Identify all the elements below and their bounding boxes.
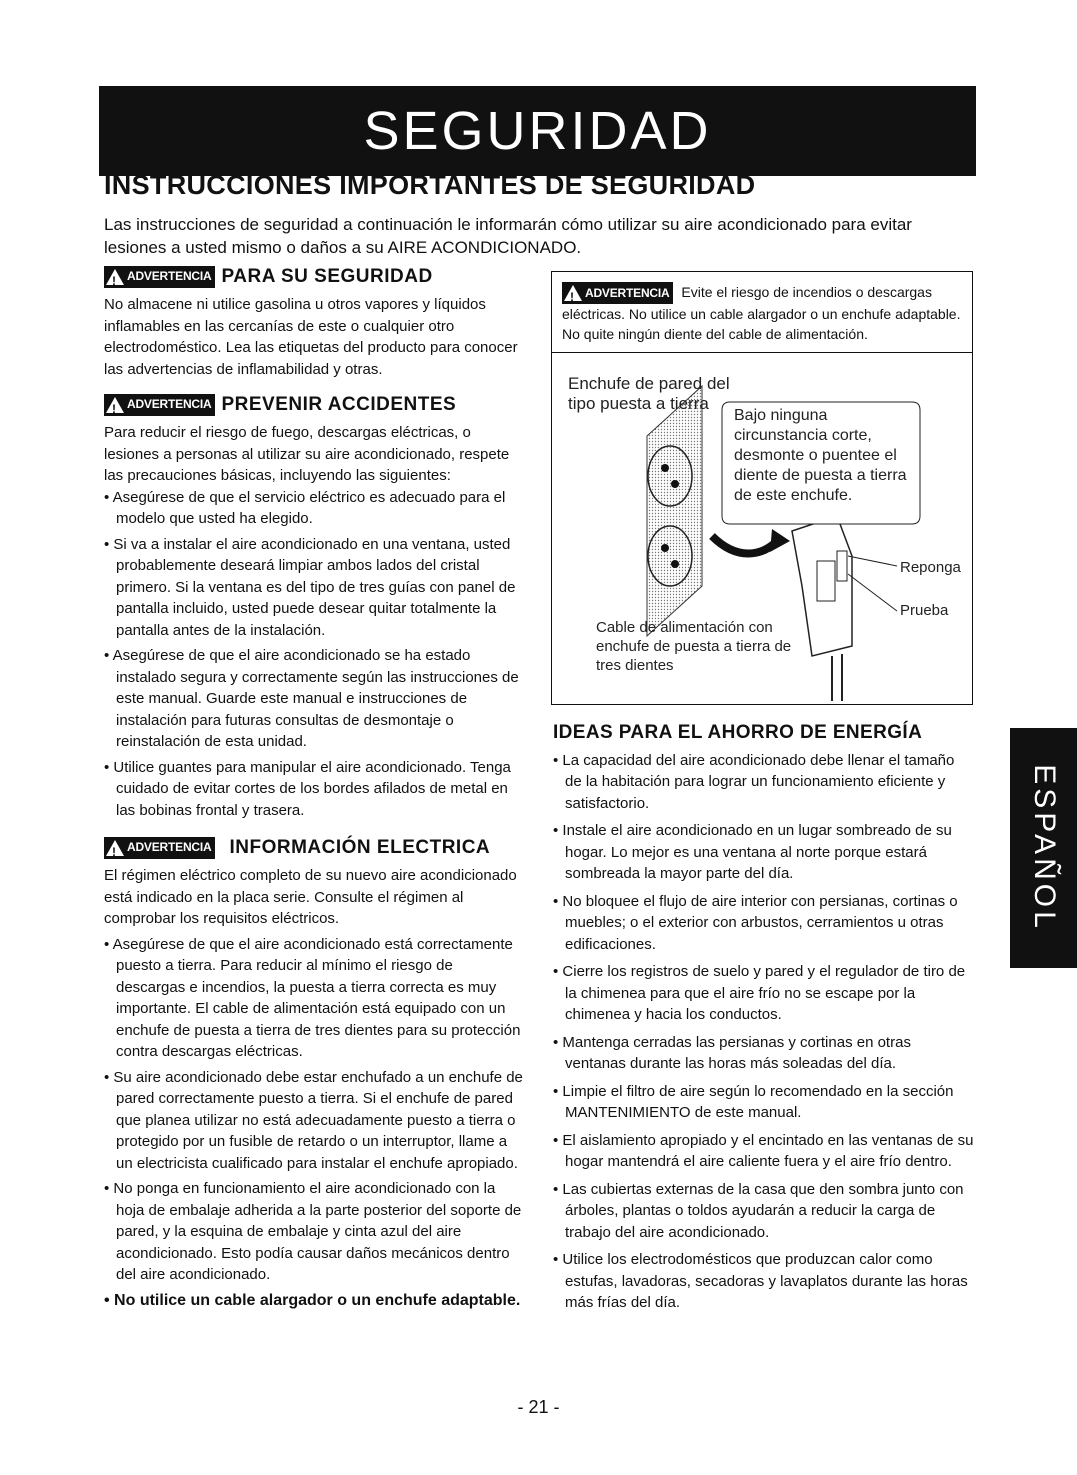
bullet-list bbox=[104, 934, 524, 1286]
section-text: Para reducir el riesgo de fuego, descargas eléctricas, o lesiones a personas al utilizar su aire acondicionado, respete las precauciones básicas, incluyendo las siguientes: bbox=[104, 424, 510, 484]
warning-triangle-icon bbox=[564, 285, 582, 301]
list-item: • Utilice los electrodomésticos que produzcan calor como estufas, lavadoras, secadoras y lavaplatos durante las horas más frías del día. bbox=[553, 1249, 975, 1314]
arrow-shape bbox=[712, 536, 777, 554]
section-header-seguridad bbox=[104, 266, 524, 288]
section-title: PARA SU SEGURIDAD bbox=[221, 266, 433, 288]
banner-title: SEGURIDAD bbox=[99, 86, 976, 176]
section-header-accidentes bbox=[104, 394, 524, 416]
warning-badge: ! ADVERTENCIA bbox=[104, 394, 215, 416]
list-item: • Asegúrese de que el servicio eléctrico es adecuado para el modelo que usted ha elegido. bbox=[104, 487, 524, 530]
list-item: • Cierre los registros de suelo y pared y el regulador de tiro de la chimenea para que el aire frío no se escape por la chimenea y hacia los conductos. bbox=[553, 961, 975, 1026]
cable-label: Cable de alimentación con enchufe de puesta a tierra de tres dientes bbox=[596, 619, 792, 674]
list-item: • El aislamiento apropiado y el encintado en las ventanas de su hogar mantendrá el aire caliente fuera y el aire frío dentro. bbox=[553, 1130, 975, 1173]
energy-section bbox=[553, 722, 975, 1320]
list-item: • Utilice guantes para manipular el aire acondicionado. Tenga cuidado de evitar cortes de los bordes afilados de metal en las bobinas frontal y trasera. bbox=[104, 757, 524, 822]
section-header-electrica bbox=[104, 837, 524, 859]
plug-diagram bbox=[552, 356, 972, 704]
language-tab-label: ESPAÑOL bbox=[1027, 764, 1061, 932]
warning-box-text: Evite el riesgo de incendios o descargas eléctricas. No utilice un cable alargador o un enchufe adaptable. No quite ningún diente del cable de alimentación. bbox=[562, 284, 961, 343]
warning-triangle-icon bbox=[106, 397, 124, 413]
callout-text: Bajo ninguna circunstancia corte, desmonte o puentee el diente de puesta a tierra de este enchufe. bbox=[734, 407, 907, 504]
list-item: • Limpie el filtro de aire según lo recomendado en la sección MANTENIMIENTO de este manual. bbox=[553, 1081, 975, 1124]
warning-box-header bbox=[552, 272, 972, 353]
prueba-label: Prueba bbox=[900, 602, 949, 619]
page-title: INSTRUCCIONES IMPORTANTES DE SEGURIDAD bbox=[104, 170, 756, 200]
warning-badge: ! ADVERTENCIA bbox=[104, 837, 215, 859]
list-item: • La capacidad del aire acondicionado debe llenar el tamaño de la habitación para lograr un funcionamiento eficiente y satisfactorio. bbox=[553, 750, 975, 815]
list-item: • No ponga en funcionamiento el aire acondicionado con la hoja de embalaje adherida a la parte posterior del soporte de pared, y la esquina de embalaje y cinta azul del aire acondicionado. Esto podía causar daños mecánicos dentro del aire acondicionado. bbox=[104, 1178, 524, 1286]
socket-bottom bbox=[648, 526, 692, 586]
outlet-label: Enchufe de pared del tipo puesta a tierra bbox=[568, 374, 730, 413]
list-item: • Asegúrese de que el aire acondicionado se ha estado instalado segura y correctamente según las instrucciones de este manual. Guarde este manual e instrucciones de instalación para futuras consultas de desmontaje o reinstalación de esta unidad. bbox=[104, 645, 524, 753]
list-item: • Mantenga cerradas las persianas y cortinas en otras ventanas durante las horas más soleadas del día. bbox=[553, 1032, 975, 1075]
section-title: PREVENIR ACCIDENTES bbox=[221, 394, 457, 416]
page-number: - 21 - bbox=[517, 1397, 560, 1417]
language-tab bbox=[1010, 728, 1077, 968]
bold-warning-note: • No utilice un cable alargador o un enchufe adaptable. bbox=[104, 1290, 524, 1312]
list-item: • Si va a instalar el aire acondicionado en una ventana, usted probablemente deseará limpiar ambos lados del cristal primero. Si la ventana es del tipo de tres guías con panel de pantalla incluido, usted puede desear quitar totalmente la pantalla antes de la instalación. bbox=[104, 534, 524, 642]
list-item: • Su aire acondicionado debe estar enchufado a un enchufe de pared correctamente puesto a tierra. Si el enchufe de pared que planea utilizar no está adecuadamente puesto a tierra o protegido por un fusible de retardo o un interruptor, llame a un electricista cualificado para instalar el enchufe apropiado. bbox=[104, 1067, 524, 1175]
list-item: • Las cubiertas externas de la casa que den sombra junto con árboles, plantas o toldos ayudarán a reducir la carga de trabajo del aire acondicionado. bbox=[553, 1179, 975, 1244]
list-item: • No bloquee el flujo de aire interior con persianas, cortinas o muebles; o el exterior con arbustos, cerramientos u otras edificaciones. bbox=[553, 891, 975, 956]
left-column bbox=[104, 266, 524, 1311]
section-text: El régimen eléctrico completo de su nuevo aire acondicionado está indicado en la placa serie. Consulte el régimen al comprobar los requisitos eléctricos. bbox=[104, 867, 517, 927]
intro-text: Las instrucciones de seguridad a continuación le informarán cómo utilizar su aire acondicionado para evitar lesiones a usted mismo o daños a su AIRE ACONDICIONADO. bbox=[104, 215, 912, 257]
energy-title: IDEAS PARA EL AHORRO DE ENERGÍA bbox=[553, 722, 923, 743]
warning-badge: ! ADVERTENCIA bbox=[562, 282, 673, 304]
warning-box bbox=[551, 271, 973, 705]
bullet-list bbox=[104, 487, 524, 822]
warning-badge: ! ADVERTENCIA bbox=[104, 266, 215, 288]
list-item: • Instale el aire acondicionado en un lugar sombreado de su hogar. Lo mejor es una ventana al norte porque estará sombreada la mayor parte del día. bbox=[553, 820, 975, 885]
section-text: No almacene ni utilice gasolina u otros vapores y líquidos inflamables en las cercanías de este o cualquier otro electrodoméstico. Lea las etiquetas del producto para conocer las advertencias de inflamabilidad y otras. bbox=[104, 296, 518, 378]
warning-triangle-icon bbox=[106, 840, 124, 856]
reponga-label: Reponga bbox=[900, 559, 961, 576]
list-item: • Asegúrese de que el aire acondicionado está correctamente puesto a tierra. Para reducir al mínimo el riesgo de descargas e incendios, la puesta a tierra correcta es muy importante. El cable de alimentación está equipado con un enchufe de puesta a tierra de tres dientes para su protección contra descargas eléctricas. bbox=[104, 934, 524, 1063]
socket-top bbox=[648, 446, 692, 506]
wall-outlet-shape bbox=[647, 386, 702, 636]
warning-triangle-icon bbox=[106, 269, 124, 285]
section-title: INFORMACIÓN ELECTRICA bbox=[229, 837, 491, 859]
energy-list bbox=[553, 750, 975, 1314]
